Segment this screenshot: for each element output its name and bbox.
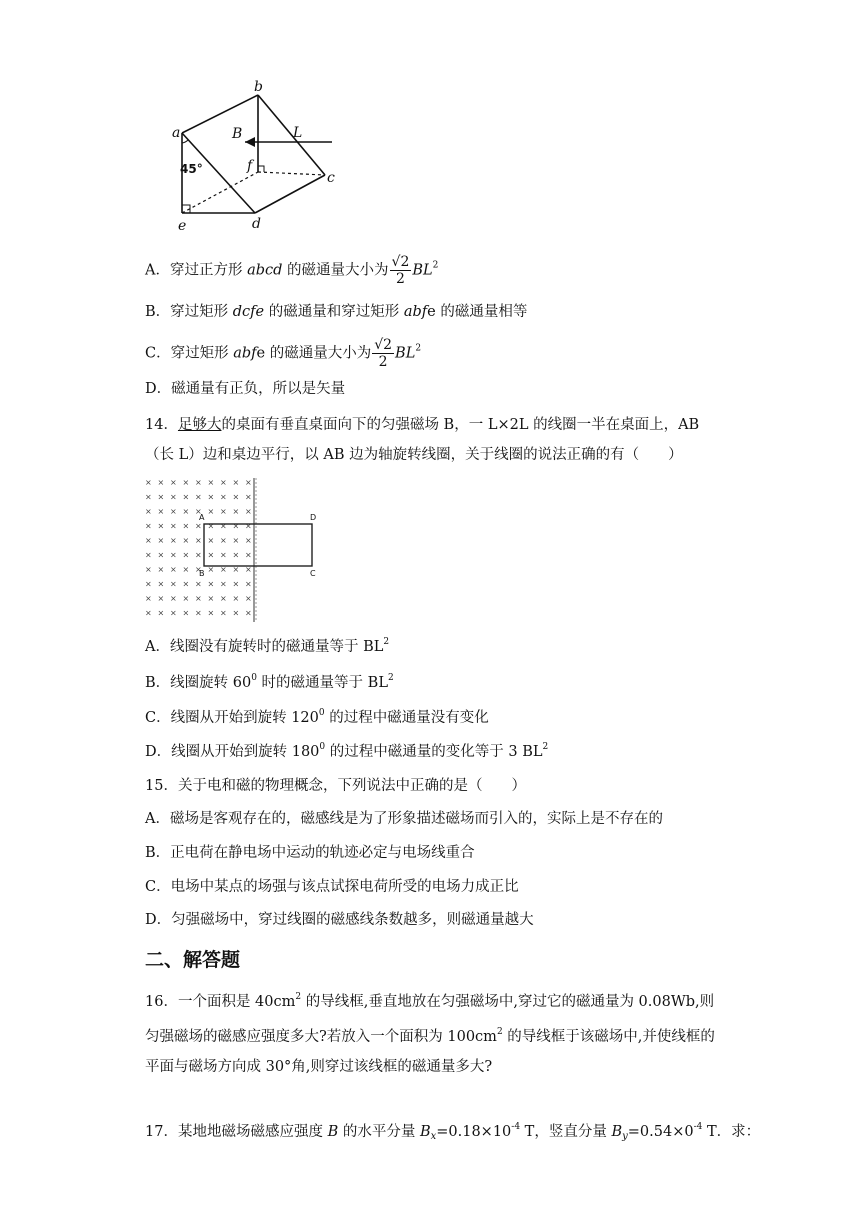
field-cross-mark: ×	[170, 521, 177, 531]
coil-label-D: D	[310, 513, 317, 522]
label-L: L	[293, 125, 303, 141]
q13-option-d: D．磁通量有正负，所以是矢量	[145, 381, 346, 397]
label-angle: 45°	[180, 162, 203, 176]
q16-text: 16．一个面积是 $40cm^2$ 的导线框,垂直地放在匀强磁场中,穿过它的磁通量为 0.08Wb,则匀强磁场的磁感应强度多大?若放入一个面积为 $100cm^2$ 的导线框于该磁场中,并使线框的平面与磁场方向成 30°角,则穿过该线框的磁通量多大?	[145, 992, 715, 1075]
field-cross-mark: ×	[145, 594, 152, 603]
q15-stem: 15．关于电和磁的物理概念，下列说法中正确的是（ ）	[145, 778, 526, 794]
field-cross-mark: ×	[157, 492, 165, 502]
field-cross-mark: ×	[182, 594, 190, 603]
field-cross-mark: ×	[245, 608, 252, 618]
field-cross-mark: ×	[145, 478, 152, 487]
field-cross-mark: ×	[220, 594, 227, 603]
field-cross-mark: ×	[195, 521, 202, 531]
field-cross-mark: ×	[157, 550, 165, 560]
field-cross-mark: ×	[157, 536, 165, 545]
field-cross-mark: ×	[195, 507, 202, 516]
field-cross-mark: ×	[220, 521, 227, 531]
field-cross-mark: ×	[157, 507, 165, 516]
field-cross-mark: ×	[182, 492, 190, 502]
q14-stem-line2: （长 L）边和桌边平行，以 AB 边为轴旋转线圈，关于线圈的说法正确的有（ ）	[145, 447, 683, 463]
field-cross-mark: ×	[157, 594, 165, 603]
field-cross-mark: ×	[207, 478, 215, 487]
q15-option-b: B．正电荷在静电场中运动的轨迹必定与电场线重合	[145, 845, 475, 861]
field-cross-mark: ×	[182, 478, 190, 487]
field-cross-mark: ×	[245, 565, 252, 574]
field-cross-mark: ×	[232, 608, 240, 618]
field-cross-mark: ×	[170, 594, 177, 603]
section-heading: 二、解答题	[145, 949, 241, 971]
field-cross-mark: ×	[157, 521, 165, 531]
field-cross-mark: ×	[170, 507, 177, 516]
q13-option-c: C．穿过矩形 abfe 的磁通量大小为 $\frac{√2}{2}$ $BL^2$	[145, 337, 422, 370]
label-e: e	[178, 218, 187, 234]
field-cross-mark: ×	[170, 536, 177, 545]
coil-label-B: B	[199, 569, 205, 578]
field-cross-mark: ×	[195, 565, 202, 574]
field-cross-mark: ×	[182, 550, 190, 560]
field-cross-mark: ×	[245, 478, 252, 487]
field-cross-mark: ×	[232, 521, 240, 531]
field-cross-mark: ×	[182, 565, 190, 574]
field-cross-mark: ×	[220, 579, 227, 589]
field-cross-mark: ×	[232, 536, 240, 545]
q14-option-d: D．线圈从开始到旋转 $180^0$ 的过程中磁通量的变化等于 3 $BL^2$	[145, 742, 549, 760]
field-cross-mark: ×	[232, 550, 240, 560]
coil-label-A: A	[199, 513, 205, 522]
label-b: b	[254, 80, 263, 95]
field-cross-mark: ×	[195, 579, 202, 589]
field-cross-mark: ×	[145, 579, 152, 589]
field-cross-mark: ×	[195, 536, 202, 545]
field-cross-mark: ×	[145, 507, 152, 516]
field-cross-mark: ×	[207, 492, 215, 502]
field-cross-mark: ×	[232, 507, 240, 516]
field-cross-mark: ×	[170, 565, 177, 574]
field-cross-mark: ×	[232, 594, 240, 603]
q15-option-d: D．匀强磁场中，穿过线圈的磁感线条数越多，则磁通量越大	[145, 912, 534, 928]
field-cross-mark: ×	[232, 478, 240, 487]
field-cross-mark: ×	[220, 492, 227, 502]
field-cross-mark: ×	[170, 608, 177, 618]
field-cross-mark: ×	[157, 608, 165, 618]
field-cross-mark: ×	[245, 521, 252, 531]
q14-stem-line1: 14．足够大的桌面有垂直桌面向下的匀强磁场 B，一 L×2L 的线圈一半在桌面上，AB	[145, 417, 700, 433]
field-cross-mark: ×	[220, 507, 227, 516]
field-cross-mark: ×	[245, 550, 252, 560]
field-cross-mark: ×	[195, 550, 202, 560]
field-cross-mark: ×	[195, 492, 202, 502]
field-cross-mark: ×	[157, 579, 165, 589]
field-cross-mark: ×	[170, 478, 177, 487]
field-cross-mark: ×	[220, 536, 227, 545]
field-cross-mark: ×	[207, 507, 215, 516]
q13-option-b: B．穿过矩形 dcfe 的磁通量和穿过矩形 abfe 的磁通量相等	[145, 304, 528, 320]
field-cross-mark: ×	[207, 579, 215, 589]
field-cross-mark: ×	[182, 579, 190, 589]
field-cross-mark: ×	[170, 550, 177, 560]
q15-option-a: A．磁场是客观存在的，磁感线是为了形象描述磁场而引入的，实际上是不存在的	[145, 811, 663, 827]
figure-coil-field	[142, 476, 327, 624]
field-cross-mark: ×	[157, 478, 165, 487]
label-c: c	[327, 170, 335, 186]
field-cross-mark: ×	[145, 536, 152, 545]
q15-option-c: C．电场中某点的场强与该点试探电荷所受的电场力成正比	[145, 879, 519, 895]
q14-option-c: C．线圈从开始到旋转 $120^0$ 的过程中磁通量没有变化	[145, 708, 489, 726]
field-cross-mark: ×	[232, 579, 240, 589]
figure-square-abcd	[160, 80, 360, 235]
field-cross-mark: ×	[182, 521, 190, 531]
field-cross-mark: ×	[207, 594, 215, 603]
field-cross-mark: ×	[182, 536, 190, 545]
field-cross-mark: ×	[170, 579, 177, 589]
q14-option-a: A．线圈没有旋转时的磁通量等于 $BL^2$	[145, 637, 390, 655]
field-cross-mark: ×	[207, 521, 215, 531]
field-cross-mark: ×	[195, 608, 202, 618]
field-cross-mark: ×	[182, 608, 190, 618]
field-cross-mark: ×	[220, 478, 227, 487]
field-cross-mark: ×	[245, 507, 252, 516]
field-cross-mark: ×	[245, 579, 252, 589]
field-cross-mark: ×	[207, 565, 215, 574]
field-cross-mark: ×	[145, 565, 152, 574]
field-cross-mark: ×	[245, 536, 252, 545]
field-cross-mark: ×	[195, 478, 202, 487]
field-cross-mark: ×	[145, 492, 152, 502]
field-cross-mark: ×	[245, 594, 252, 603]
q17-text: 17．某地地磁场磁感应强度 B 的水平分量 $B_x=0.18\times 10^{-4}$ T，竖直分量 $B_y=0.54\times 0^{-4}$ T．求：	[145, 1122, 761, 1142]
q14-option-b: B．线圈旋转 $60^0$ 时的磁通量等于 $BL^2$	[145, 673, 394, 691]
field-cross-mark: ×	[232, 492, 240, 502]
field-cross-mark: ×	[220, 565, 227, 574]
field-cross-mark: ×	[207, 608, 215, 618]
coil-label-C: C	[310, 569, 316, 578]
field-cross-mark: ×	[220, 550, 227, 560]
field-cross-mark: ×	[145, 521, 152, 531]
field-cross-mark: ×	[157, 565, 165, 574]
field-cross-mark: ×	[182, 507, 190, 516]
field-cross-mark: ×	[170, 492, 177, 502]
field-cross-mark: ×	[232, 565, 240, 574]
field-cross-mark: ×	[145, 550, 152, 560]
label-d: d	[252, 216, 261, 232]
label-a: a	[172, 125, 181, 141]
field-cross-mark: ×	[195, 594, 202, 603]
field-cross-mark: ×	[207, 550, 215, 560]
q13-option-a: A．穿过正方形 abcd 的磁通量大小为 $\frac{√2}{2}$ $BL^2$	[145, 254, 439, 287]
label-B: B	[232, 126, 243, 142]
label-f: f	[247, 158, 253, 174]
field-cross-mark: ×	[245, 492, 252, 502]
field-cross-mark: ×	[220, 608, 227, 618]
field-cross-mark: ×	[207, 536, 215, 545]
field-cross-mark: ×	[145, 608, 152, 618]
